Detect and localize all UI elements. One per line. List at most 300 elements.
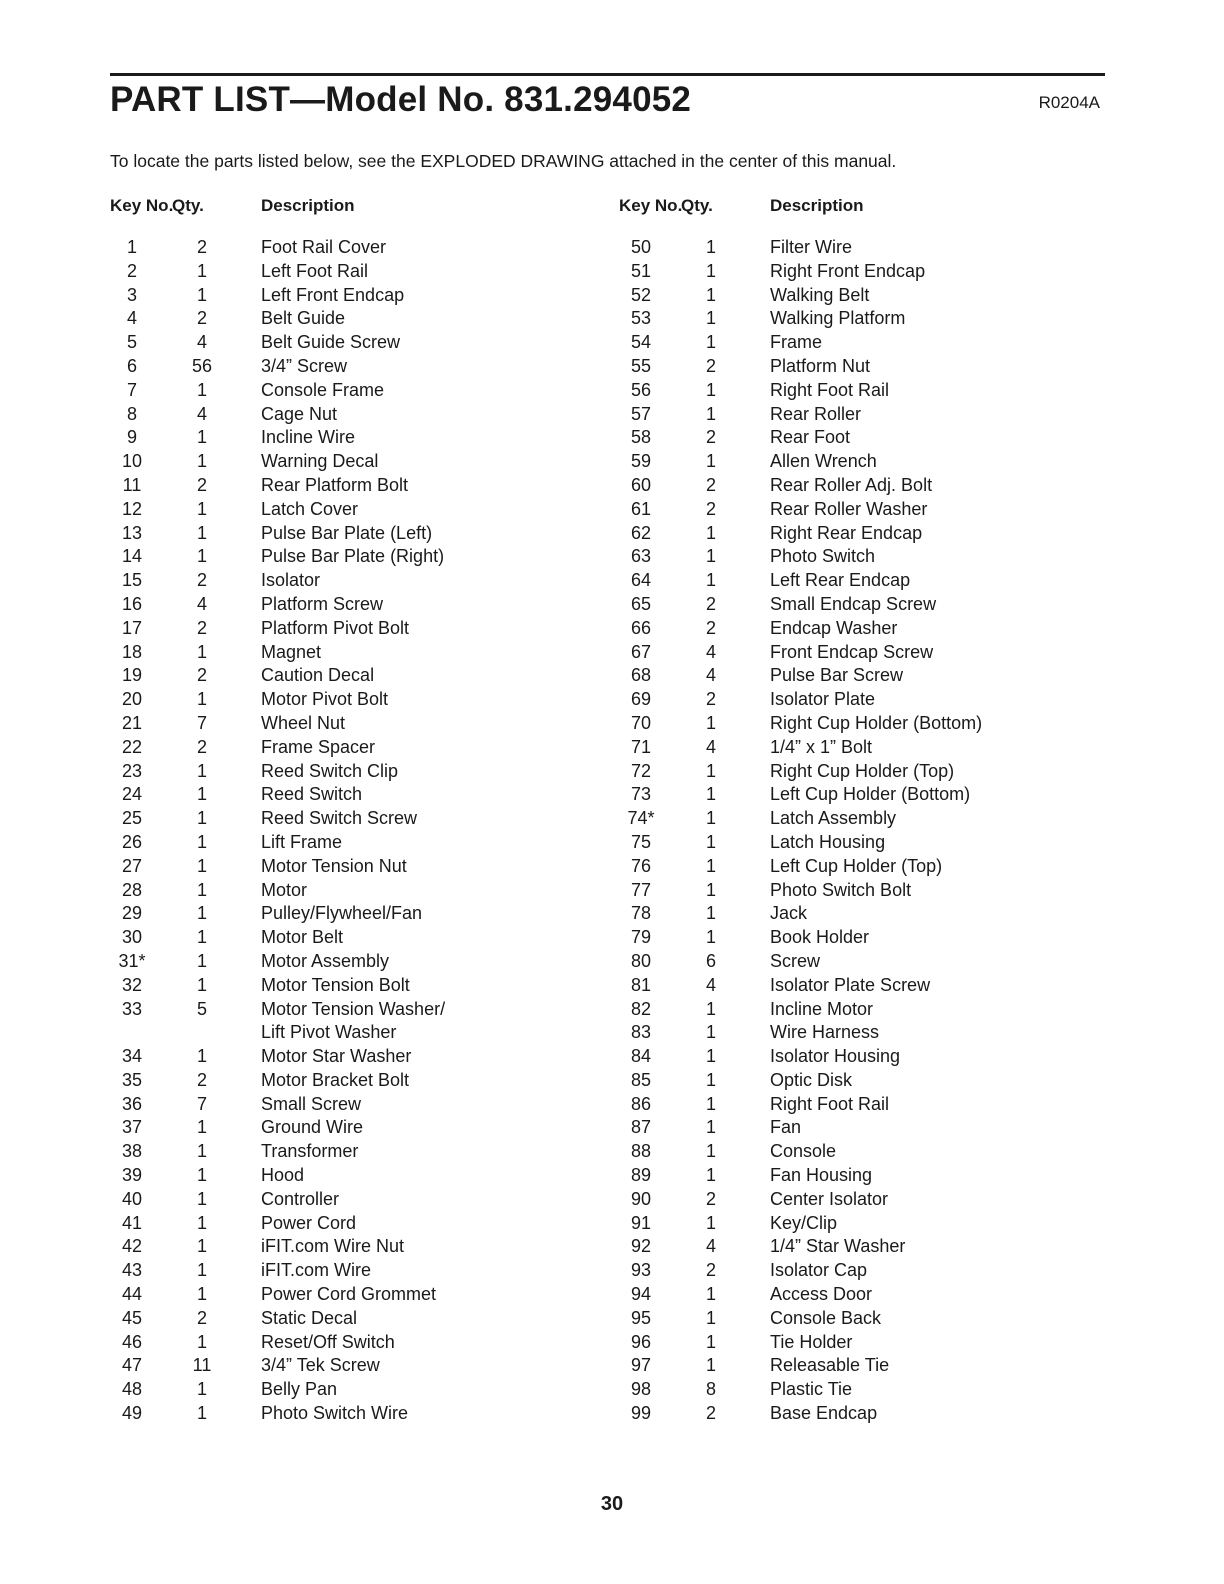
part-description: iFIT.com Wire Nut: [261, 1236, 405, 1257]
part-key-no: 8: [126, 403, 137, 424]
part-description: Platform Nut: [770, 355, 871, 376]
part-description: Base Endcap: [770, 1403, 878, 1424]
part-description: Screw: [770, 950, 821, 971]
header-qty: Qty.: [172, 196, 204, 215]
part-description: Right Cup Holder (Bottom): [770, 712, 983, 733]
part-description: Releasable Tie: [770, 1355, 890, 1376]
part-qty: 7: [196, 712, 207, 733]
part-key-no: 66: [630, 617, 652, 638]
part-description: Filter Wire: [770, 237, 852, 257]
part-key-no: 39: [121, 1165, 143, 1186]
part-description: Controller: [261, 1188, 340, 1209]
part-qty: 4: [705, 974, 716, 995]
part-qty: 2: [196, 570, 207, 591]
part-key-no: 11: [122, 474, 142, 495]
part-key-no: 92: [630, 1236, 652, 1257]
part-key-no: 15: [121, 570, 143, 591]
part-description: Warning Decal: [261, 451, 379, 472]
part-qty: 1: [196, 498, 207, 519]
part-description: Belt Guide Screw: [261, 332, 401, 353]
part-key-no: 43: [121, 1260, 143, 1281]
part-description: Belly Pan: [261, 1379, 338, 1400]
part-qty: 2: [196, 1307, 207, 1328]
part-key-no: 47: [121, 1355, 143, 1376]
part-qty: 1: [196, 903, 207, 924]
part-qty: 7: [196, 1093, 207, 1114]
part-description: Left Rear Endcap: [770, 570, 911, 591]
part-qty: 2: [705, 474, 716, 495]
part-key-no: 59: [630, 451, 652, 472]
part-qty: 1: [196, 379, 207, 400]
part-qty: 1: [705, 712, 716, 733]
part-qty: 1: [196, 974, 207, 995]
part-qty: 1: [705, 1117, 716, 1138]
part-key-no: 69: [630, 689, 652, 710]
intro-text: To locate the parts listed below, see the EXPLODED DRAWING attached in the center of this manual.: [110, 151, 897, 171]
part-key-no: 58: [630, 427, 652, 448]
part-qty: 4: [705, 641, 716, 662]
part-description: Incline Wire: [261, 427, 356, 448]
part-qty: 1: [196, 260, 207, 281]
part-description: Motor Tension Washer/: [261, 998, 446, 1019]
page-title: PART LIST—Model No. 831.294052: [110, 80, 692, 119]
part-qty: 2: [705, 689, 716, 710]
part-key-no: 36: [121, 1093, 143, 1114]
part-key-no: 67: [630, 641, 652, 662]
part-description: Motor Bracket Bolt: [261, 1069, 410, 1090]
header-key-no: Key No.: [110, 196, 174, 215]
part-description: Motor: [261, 879, 308, 900]
part-qty: 1: [196, 546, 207, 567]
part-key-no: 63: [630, 546, 652, 567]
part-key-no: 1: [126, 237, 137, 257]
part-key-no: 18: [121, 641, 143, 662]
part-key-no: 46: [121, 1331, 143, 1352]
part-key-no: 65: [630, 593, 652, 614]
part-description: Photo Switch Bolt: [770, 879, 912, 900]
part-qty: 1: [196, 284, 207, 305]
part-description: Isolator Plate Screw: [770, 974, 931, 995]
part-qty: 1: [705, 308, 716, 329]
part-qty: 2: [196, 474, 207, 495]
part-description: Pulse Bar Screw: [770, 665, 904, 686]
part-qty: 1: [196, 1236, 207, 1257]
part-description: Power Cord Grommet: [261, 1284, 437, 1305]
part-description: Wheel Nut: [261, 712, 346, 733]
part-description: 3/4” Tek Screw: [261, 1355, 380, 1376]
part-qty: 1: [705, 1331, 716, 1352]
part-qty: 1: [705, 1165, 716, 1186]
part-key-no: 14: [121, 546, 143, 567]
part-key-no: 41: [121, 1212, 143, 1233]
part-qty: 1: [196, 451, 207, 472]
title-rule: [110, 73, 1105, 76]
part-qty: 1: [705, 546, 716, 567]
part-key-no: 89: [630, 1165, 652, 1186]
part-description: Rear Roller Adj. Bolt: [770, 474, 933, 495]
part-qty: 1: [196, 879, 207, 900]
part-key-no: 37: [121, 1117, 143, 1138]
part-qty: 1: [705, 1355, 716, 1376]
part-qty: 4: [705, 736, 716, 757]
part-description: Right Foot Rail: [770, 1093, 890, 1114]
part-description: Photo Switch: [770, 546, 876, 567]
part-description: Latch Housing: [770, 831, 886, 852]
part-qty: 1: [705, 831, 716, 852]
part-key-no: 81: [630, 974, 652, 995]
part-description: Key/Clip: [770, 1212, 838, 1233]
part-key-no: 26: [121, 831, 143, 852]
part-description: Console: [770, 1141, 837, 1162]
part-key-no: 60: [630, 474, 652, 495]
part-qty: 1: [705, 760, 716, 781]
part-key-no: 95: [630, 1307, 652, 1328]
part-qty: 2: [705, 355, 716, 376]
part-qty: 1: [705, 522, 716, 543]
part-description: Hood: [261, 1165, 305, 1186]
part-key-no: 2: [126, 260, 137, 281]
part-key-no: 79: [630, 927, 652, 948]
part-description: Reed Switch Screw: [261, 808, 418, 829]
part-qty: 1: [196, 1212, 207, 1233]
part-key-no: 38: [121, 1141, 143, 1162]
part-key-no: 85: [630, 1069, 652, 1090]
part-key-no: 54: [630, 332, 652, 353]
part-key-no: 91: [630, 1212, 652, 1233]
part-description: Small Endcap Screw: [770, 593, 937, 614]
part-key-no: 94: [630, 1284, 652, 1305]
part-description: Right Foot Rail: [770, 379, 890, 400]
part-key-no: 97: [630, 1355, 652, 1376]
part-description: Optic Disk: [770, 1069, 853, 1090]
part-qty: 2: [196, 237, 207, 257]
part-key-no: 10: [121, 451, 143, 472]
part-key-no: 28: [121, 879, 143, 900]
part-key-no: 49: [121, 1403, 143, 1424]
part-qty: 1: [705, 451, 716, 472]
part-qty: 1: [196, 950, 207, 971]
part-key-no: 3: [126, 284, 137, 305]
part-key-no: 48: [121, 1379, 143, 1400]
part-qty: 1: [705, 879, 716, 900]
part-qty: 1: [705, 903, 716, 924]
part-qty: 1: [705, 808, 716, 829]
part-qty: 1: [705, 855, 716, 876]
part-description: Motor Star Washer: [261, 1046, 412, 1067]
part-description: Belt Guide: [261, 308, 346, 329]
part-description: Center Isolator: [770, 1188, 889, 1209]
part-qty: 1: [196, 1046, 207, 1067]
part-description: iFIT.com Wire: [261, 1260, 371, 1281]
part-key-no: 72: [630, 760, 652, 781]
part-description: Reed Switch: [261, 784, 363, 805]
part-description: Latch Cover: [261, 498, 359, 519]
part-description: Left Front Endcap: [261, 284, 405, 305]
part-description: Jack: [770, 903, 808, 924]
part-description: Magnet: [261, 641, 322, 662]
part-description: Left Cup Holder (Top): [770, 855, 943, 876]
part-qty: 1: [705, 570, 716, 591]
part-description: Reed Switch Clip: [261, 760, 399, 781]
part-key-no: 93: [630, 1260, 652, 1281]
part-qty: 2: [705, 617, 716, 638]
part-key-no: 80: [630, 950, 652, 971]
part-description: Fan: [770, 1117, 802, 1138]
part-key-no: 25: [121, 808, 143, 829]
part-key-no: 51: [630, 260, 652, 281]
part-description: Latch Assembly: [770, 808, 897, 829]
part-key-no: 4: [126, 308, 137, 329]
part-description: Front Endcap Screw: [770, 641, 934, 662]
part-key-no: 90: [630, 1188, 652, 1209]
part-description: Frame Spacer: [261, 736, 376, 757]
part-qty: 1: [196, 784, 207, 805]
part-qty: 1: [196, 427, 207, 448]
part-description: Isolator Housing: [770, 1046, 901, 1067]
part-description: Transformer: [261, 1141, 359, 1162]
part-qty: 1: [705, 1069, 716, 1090]
part-key-no: 6: [126, 355, 137, 376]
part-qty: 6: [705, 950, 716, 971]
part-description: Right Front Endcap: [770, 260, 926, 281]
part-qty: 4: [196, 403, 207, 424]
part-description: Rear Roller Washer: [770, 498, 928, 519]
header-description: Description: [261, 196, 355, 215]
part-key-no: 64: [630, 570, 652, 591]
part-key-no: 82: [630, 998, 652, 1019]
part-description: Platform Screw: [261, 593, 384, 614]
part-qty: 1: [705, 1212, 716, 1233]
part-qty: 5: [196, 998, 207, 1019]
part-description: Walking Belt: [770, 284, 870, 305]
part-qty: 8: [705, 1379, 716, 1400]
part-description: Motor Tension Nut: [261, 855, 407, 876]
part-key-no: 7: [126, 379, 137, 400]
part-key-no: 88: [630, 1141, 652, 1162]
part-qty: 1: [705, 332, 716, 353]
part-qty: 1: [196, 1403, 207, 1424]
part-description: Frame: [770, 332, 823, 353]
part-description: Motor Tension Bolt: [261, 974, 410, 995]
part-key-no: 68: [630, 665, 652, 686]
part-qty: 1: [705, 260, 716, 281]
part-qty: 1: [196, 808, 207, 829]
part-key-no: 30: [121, 927, 143, 948]
part-key-no: 71: [630, 736, 652, 757]
part-qty: 1: [705, 1307, 716, 1328]
part-key-no: 44: [121, 1284, 143, 1305]
part-description: Photo Switch Wire: [261, 1403, 409, 1424]
part-qty: 1: [196, 855, 207, 876]
part-key-no: 9: [126, 427, 137, 448]
page-number: 30: [600, 1493, 624, 1515]
part-description: Pulley/Flywheel/Fan: [261, 903, 423, 924]
part-key-no: 56: [630, 379, 652, 400]
part-qty: 2: [196, 308, 207, 329]
part-description: Caution Decal: [261, 665, 375, 686]
part-qty: 1: [196, 927, 207, 948]
part-description: Power Cord: [261, 1212, 357, 1233]
part-key-no: 77: [630, 879, 652, 900]
part-qty: 1: [196, 1260, 207, 1281]
part-description: Motor Pivot Bolt: [261, 689, 389, 710]
part-description: Rear Foot: [770, 427, 851, 448]
part-key-no: 35: [121, 1069, 143, 1090]
part-qty: 1: [196, 1379, 207, 1400]
part-qty: 1: [196, 1284, 207, 1305]
part-key-no: 52: [630, 284, 652, 305]
part-key-no: 34: [121, 1046, 143, 1067]
part-description: Small Screw: [261, 1093, 362, 1114]
part-key-no: 73: [630, 784, 652, 805]
part-key-no: 31*: [118, 950, 146, 971]
part-key-no: 33: [121, 998, 143, 1019]
part-key-no: 83: [630, 1022, 652, 1043]
part-key-no: 99: [630, 1403, 652, 1424]
part-qty: 2: [196, 1069, 207, 1090]
part-qty: 1: [705, 403, 716, 424]
part-description: Fan Housing: [770, 1165, 873, 1186]
part-key-no: 32: [121, 974, 143, 995]
part-key-no: 17: [121, 617, 143, 638]
part-description: Plastic Tie: [770, 1379, 853, 1400]
part-qty: 1: [705, 784, 716, 805]
part-qty: 2: [196, 665, 207, 686]
part-key-no: 19: [121, 665, 143, 686]
part-key-no: 96: [630, 1331, 652, 1352]
part-qty: 1: [196, 641, 207, 662]
part-qty: 2: [196, 736, 207, 757]
part-description: Reset/Off Switch: [261, 1331, 395, 1352]
part-qty: 1: [196, 1331, 207, 1352]
part-qty: 1: [196, 831, 207, 852]
part-description: Isolator: [261, 570, 321, 591]
part-key-no: 23: [121, 760, 143, 781]
part-key-no: 86: [630, 1093, 652, 1114]
part-description: Right Rear Endcap: [770, 522, 923, 543]
part-description: Left Cup Holder (Bottom): [770, 784, 971, 805]
part-description: Right Cup Holder (Top): [770, 760, 955, 781]
part-key-no: 78: [630, 903, 652, 924]
part-description: Left Foot Rail: [261, 260, 369, 281]
part-qty: 1: [705, 1022, 716, 1043]
part-key-no: 57: [630, 403, 652, 424]
part-description: Cage Nut: [261, 403, 338, 424]
part-qty: 1: [705, 1141, 716, 1162]
part-description: Isolator Cap: [770, 1260, 868, 1281]
part-qty: 2: [705, 1260, 716, 1281]
part-description: Allen Wrench: [770, 451, 877, 472]
part-description: Console Frame: [261, 379, 385, 400]
part-description: Motor Assembly: [261, 950, 390, 971]
part-qty: 2: [705, 1188, 716, 1209]
part-key-no: 50: [630, 237, 652, 257]
part-description: Rear Platform Bolt: [261, 474, 409, 495]
part-key-no: 16: [121, 593, 143, 614]
part-qty: 1: [196, 1188, 207, 1209]
part-description: 1/4” x 1” Bolt: [770, 736, 873, 757]
part-description: Console Back: [770, 1307, 882, 1328]
header-description: Description: [770, 196, 864, 215]
part-description: Isolator Plate: [770, 689, 876, 710]
part-description: Static Decal: [261, 1307, 358, 1328]
part-description: 1/4” Star Washer: [770, 1236, 906, 1257]
part-description: Endcap Washer: [770, 617, 898, 638]
part-key-no: 62: [630, 522, 652, 543]
part-qty: 2: [705, 427, 716, 448]
part-qty: 1: [705, 1284, 716, 1305]
part-qty: 56: [191, 355, 213, 376]
header-qty: Qty.: [681, 196, 713, 215]
part-key-no: 20: [121, 689, 143, 710]
part-qty: 1: [196, 689, 207, 710]
part-qty: 2: [705, 1403, 716, 1424]
part-key-no: 40: [121, 1188, 143, 1209]
part-key-no: 84: [630, 1046, 652, 1067]
part-key-no: 22: [121, 736, 143, 757]
part-key-no: 45: [121, 1307, 143, 1328]
part-qty: 1: [705, 284, 716, 305]
part-description: Ground Wire: [261, 1117, 364, 1138]
part-qty: 2: [705, 593, 716, 614]
part-qty: 1: [705, 927, 716, 948]
part-qty: 1: [196, 1141, 207, 1162]
part-key-no: 70: [630, 712, 652, 733]
part-qty: 11: [192, 1355, 212, 1376]
part-key-no: 12: [121, 498, 143, 519]
part-qty: 1: [705, 379, 716, 400]
part-key-no: 42: [121, 1236, 143, 1257]
part-qty: 1: [196, 760, 207, 781]
part-qty: 1: [705, 1093, 716, 1114]
part-qty: 4: [705, 665, 716, 686]
part-key-no: 75: [630, 831, 652, 852]
part-description: Book Holder: [770, 927, 870, 948]
part-description: Tie Holder: [770, 1331, 853, 1352]
part-qty: 4: [196, 593, 207, 614]
part-qty: 1: [705, 1046, 716, 1067]
part-description: Lift Pivot Washer: [261, 1022, 397, 1043]
part-key-no: 76: [630, 855, 652, 876]
part-description: Rear Roller: [770, 403, 862, 424]
part-key-no: 13: [121, 522, 143, 543]
part-description: Wire Harness: [770, 1022, 880, 1043]
part-key-no: 98: [630, 1379, 652, 1400]
part-qty: 1: [196, 522, 207, 543]
part-key-no: 61: [630, 498, 652, 519]
part-description: Lift Frame: [261, 831, 343, 852]
part-key-no: 55: [630, 355, 652, 376]
part-description: Access Door: [770, 1284, 873, 1305]
part-key-no: 24: [121, 784, 143, 805]
part-qty: 1: [196, 1165, 207, 1186]
header-key-no: Key No.: [619, 196, 683, 215]
part-qty: 2: [196, 617, 207, 638]
part-description: Incline Motor: [770, 998, 874, 1019]
part-qty: 4: [196, 332, 207, 353]
part-description: Pulse Bar Plate (Left): [261, 522, 433, 543]
part-key-no: 5: [126, 332, 137, 353]
part-qty: 2: [705, 498, 716, 519]
part-description: Foot Rail Cover: [261, 237, 387, 257]
part-key-no: 21: [121, 712, 143, 733]
part-key-no: 53: [630, 308, 652, 329]
part-description: Platform Pivot Bolt: [261, 617, 410, 638]
part-key-no: 29: [121, 903, 143, 924]
part-key-no: 87: [630, 1117, 652, 1138]
part-qty: 1: [705, 237, 716, 257]
document-code: R0204A: [1038, 93, 1100, 112]
